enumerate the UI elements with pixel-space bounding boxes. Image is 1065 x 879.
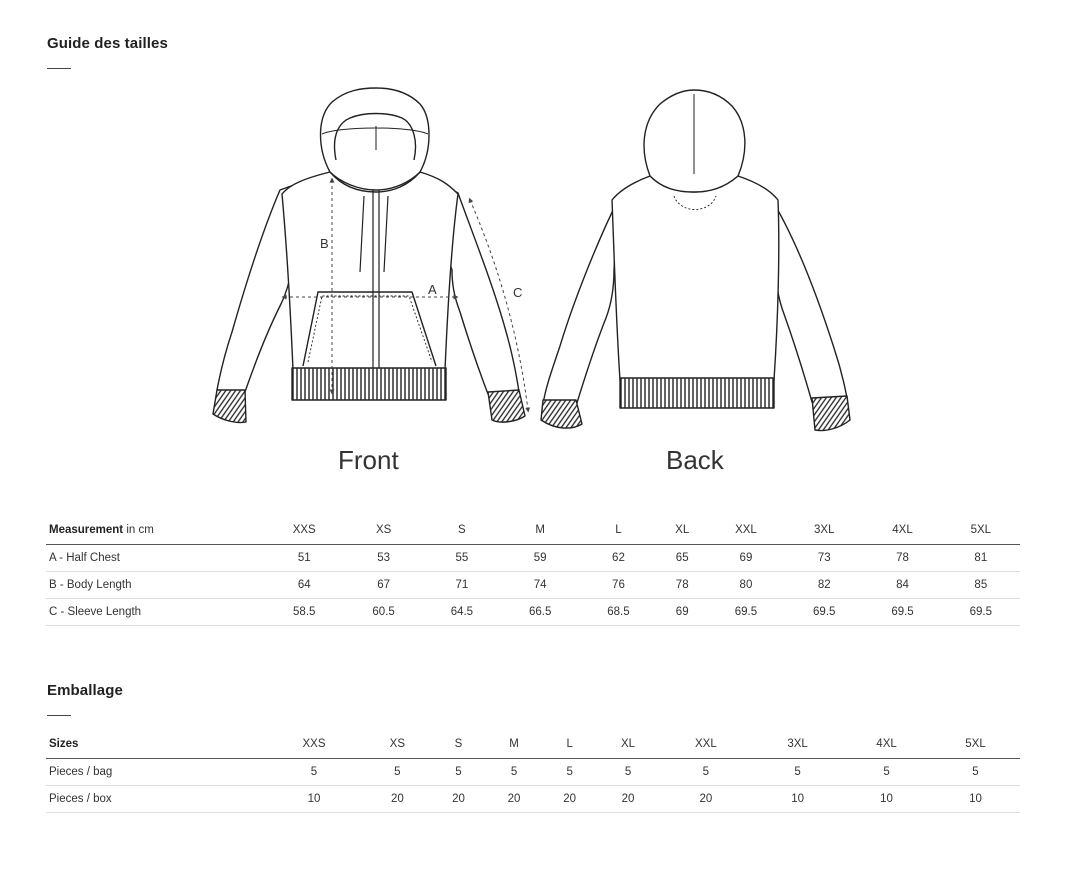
label-c: C: [513, 285, 523, 300]
table-cell: 67: [344, 571, 422, 598]
table-row: [46, 785, 1020, 812]
back-left-sleeve: [543, 200, 618, 406]
size-col-header: M: [501, 517, 579, 544]
measurement-table: [46, 517, 1020, 626]
table-cell: 5: [597, 758, 658, 785]
back-right-cuff: [812, 396, 850, 431]
front-view: [213, 88, 525, 423]
size-col-header: XXS: [264, 517, 344, 544]
size-col-header: 3XL: [785, 517, 863, 544]
table-cell: 66.5: [501, 598, 579, 625]
table-cell: 5: [486, 758, 542, 785]
row-label: C - Sleeve Length: [46, 598, 264, 625]
size-col-header: XS: [344, 517, 422, 544]
table-cell: 5: [659, 758, 754, 785]
row-label: B - Body Length: [46, 571, 264, 598]
front-right-cuff: [488, 390, 525, 422]
table-cell: 84: [863, 571, 941, 598]
hoodie-technical-drawing: [200, 84, 880, 484]
table-cell: 20: [597, 785, 658, 812]
front-hood: [321, 88, 430, 190]
table-row: [46, 598, 1020, 625]
table-cell: 69: [658, 598, 707, 625]
table-cell: 78: [863, 544, 941, 571]
table-cell: 20: [431, 785, 487, 812]
table-cell: 82: [785, 571, 863, 598]
table-cell: 69.5: [863, 598, 941, 625]
table-row: [46, 571, 1020, 598]
back-right-sleeve: [772, 200, 847, 402]
size-col-header: 4XL: [863, 517, 941, 544]
label-b: B: [320, 236, 329, 251]
size-col-header: L: [542, 731, 598, 758]
size-col-header: XXL: [659, 731, 754, 758]
size-col-header: XXS: [264, 731, 364, 758]
table-cell: 20: [364, 785, 431, 812]
table-cell: 58.5: [264, 598, 344, 625]
table-cell: 69.5: [707, 598, 785, 625]
table-cell: 53: [344, 544, 422, 571]
table-cell: 73: [785, 544, 863, 571]
size-col-header: 5XL: [931, 731, 1020, 758]
sizes-header: Sizes: [46, 731, 264, 758]
table-cell: 10: [753, 785, 842, 812]
table-cell: 5: [842, 758, 931, 785]
packaging-title: Emballage: [47, 682, 123, 699]
front-hem-rib: [292, 368, 446, 400]
table-cell: 85: [942, 571, 1020, 598]
row-label: Pieces / box: [46, 785, 264, 812]
table-cell: 5: [542, 758, 598, 785]
measurement-header: Measurement in cm: [46, 517, 264, 544]
size-col-header: 4XL: [842, 731, 931, 758]
size-col-header: L: [579, 517, 657, 544]
row-label: A - Half Chest: [46, 544, 264, 571]
table-cell: 55: [423, 544, 501, 571]
table-cell: 5: [364, 758, 431, 785]
front-view-label: Front: [338, 445, 399, 475]
table-cell: 60.5: [344, 598, 422, 625]
table-cell: 20: [486, 785, 542, 812]
table-cell: 10: [842, 785, 931, 812]
table-cell: 64.5: [423, 598, 501, 625]
row-label: Pieces / bag: [46, 758, 264, 785]
back-left-cuff: [541, 400, 582, 428]
table-cell: 20: [659, 785, 754, 812]
table-cell: 69: [707, 544, 785, 571]
size-col-header: 3XL: [753, 731, 842, 758]
back-body: [612, 176, 779, 380]
size-col-header: M: [486, 731, 542, 758]
table-cell: 68.5: [579, 598, 657, 625]
title-underline: [47, 715, 71, 716]
table-cell: 69.5: [942, 598, 1020, 625]
back-view: [541, 90, 850, 431]
table-cell: 76: [579, 571, 657, 598]
table-cell: 20: [542, 785, 598, 812]
table-cell: 74: [501, 571, 579, 598]
back-hem-rib: [620, 378, 774, 408]
table-cell: 59: [501, 544, 579, 571]
title-underline: [47, 68, 71, 69]
size-guide-title: Guide des tailles: [47, 35, 168, 52]
size-col-header: S: [423, 517, 501, 544]
table-cell: 65: [658, 544, 707, 571]
table-cell: 5: [431, 758, 487, 785]
table-cell: 10: [264, 785, 364, 812]
table-cell: 81: [942, 544, 1020, 571]
size-col-header: XXL: [707, 517, 785, 544]
table-cell: 80: [707, 571, 785, 598]
back-view-label: Back: [666, 445, 724, 475]
size-col-header: XL: [597, 731, 658, 758]
packaging-table: [46, 731, 1020, 813]
table-row: [46, 758, 1020, 785]
table-cell: 71: [423, 571, 501, 598]
table-cell: 5: [931, 758, 1020, 785]
table-cell: 5: [753, 758, 842, 785]
size-col-header: XL: [658, 517, 707, 544]
table-header-row: [46, 731, 1020, 758]
table-cell: 62: [579, 544, 657, 571]
table-cell: 51: [264, 544, 344, 571]
table-cell: 78: [658, 571, 707, 598]
front-left-cuff: [213, 390, 246, 423]
size-col-header: 5XL: [942, 517, 1020, 544]
table-cell: 5: [264, 758, 364, 785]
table-header-row: [46, 517, 1020, 544]
table-cell: 10: [931, 785, 1020, 812]
size-col-header: S: [431, 731, 487, 758]
table-row: [46, 544, 1020, 571]
label-a: A: [428, 282, 437, 297]
table-cell: 64: [264, 571, 344, 598]
table-cell: 69.5: [785, 598, 863, 625]
size-col-header: XS: [364, 731, 431, 758]
